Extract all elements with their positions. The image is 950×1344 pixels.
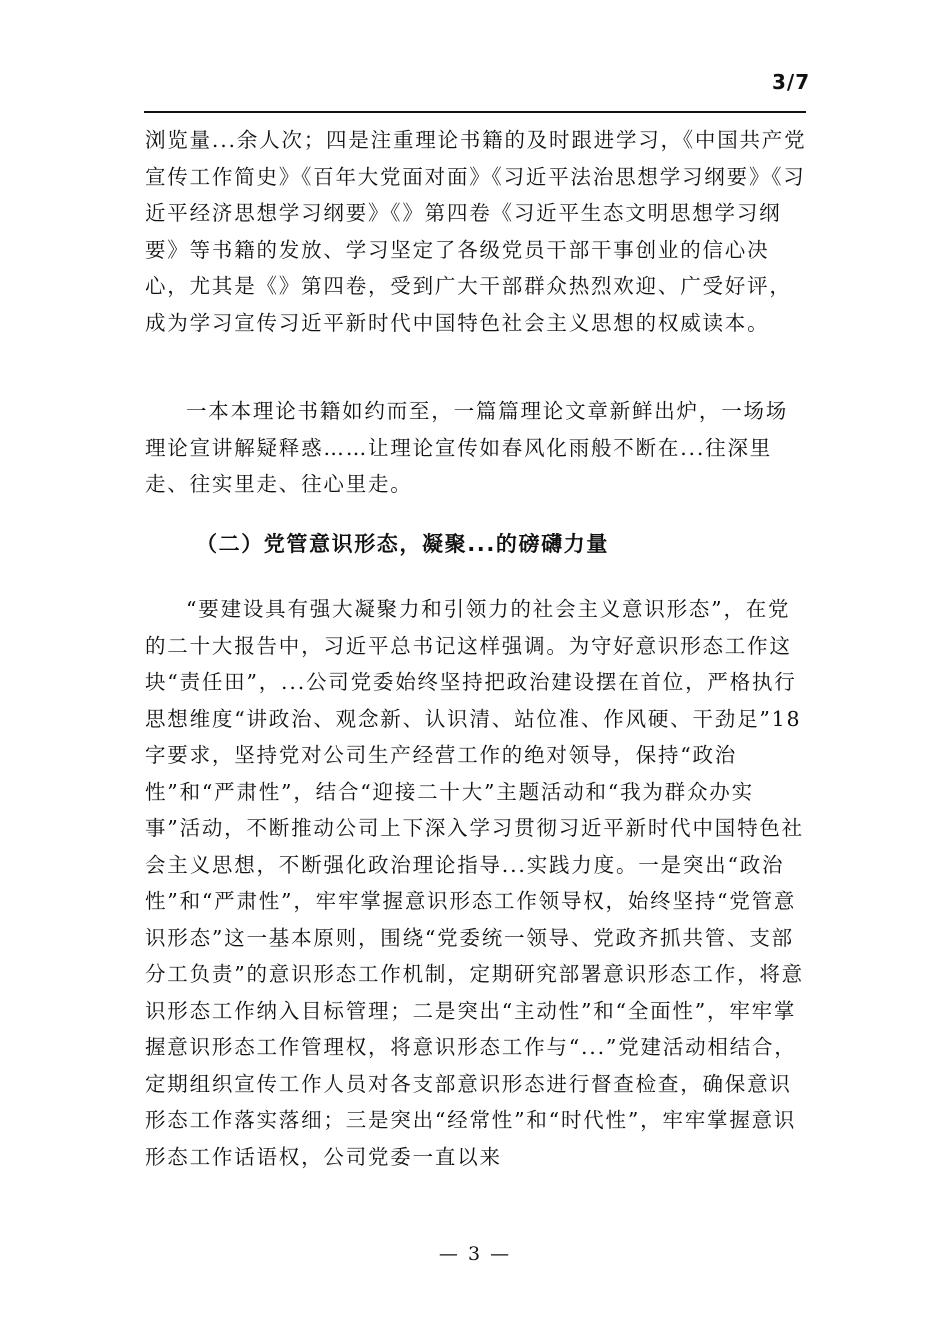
body-paragraph-2: 一本本理论书籍如约而至，一篇篇理论文章新鲜出炉，一场场理论宣讲解疑释惑……让理论宣传如春风化雨般不断在...往深里走、往实里走、往心里走。 [145,399,789,496]
header-divider [144,111,806,113]
page-counter: 3/7 [772,70,811,94]
body-paragraph-3: “要建设具有强大凝聚力和引领力的社会主义意识形态”，在党的二十大报告中，习近平总书记这样强调。为守好意识形态工作这块“责任田”，...公司党委始终坚持把政治建设摆在首位，严格执行思想维度“讲政治、观念新、认识清、站位准、作风硬、干劲足”18字要求，坚持党对公司生产经营工作的绝对领导，保持“政治性”和“严肃性”，结合“迎接二十大”主题活动和“我为群众办实事”活动，不断推动公司上下深入学习贯彻习近平新时代中国特色社会主义思想，不断强化政治理论指导...实践力度。一是突出“政治性”和“严肃性”，牢牢掌握意识形态工作领导权，始终坚持“党管意识形态”这一基本原则，围绕“党委统一领导、党政齐抓共管、支部分工负责”的意识形态工作机制，定期研究部署意识形态工作，将意识形态工作纳入目标管理；二是突出“主动性”和“全面性”，牢牢掌握意识形态工作管理权，将意识形态工作与“...”党建活动相结合，定期组织宣传工作人员对各支部意识形态进行督查检查，确保意识形态工作落实落细；三是突出“经常性”和“时代性”，牢牢掌握意识形态工作话语权，公司党委一直以来 [145,597,804,1169]
footer-page-number: — 3 — [438,1243,512,1265]
section-heading: （二）党管意识形态，凝聚...的磅礴力量 [196,532,609,556]
body-paragraph-1: 浏览量...余人次；四是注重理论书籍的及时跟进学习，《中国共产党宣传工作简史》《百年大党面对面》《习近平法治思想学习纲要》《习近平经济思想学习纲要》《》第四卷《习近平生态文明思想学习纲要》等书籍的发放、学习坚定了各级党员干部干事创业的信心决心，尤其是《》第四卷，受到广大干部群众热烈欢迎、广受好评，成为学习宣传习近平新时代中国特色社会主义思想的权威读本。 [145,128,807,335]
